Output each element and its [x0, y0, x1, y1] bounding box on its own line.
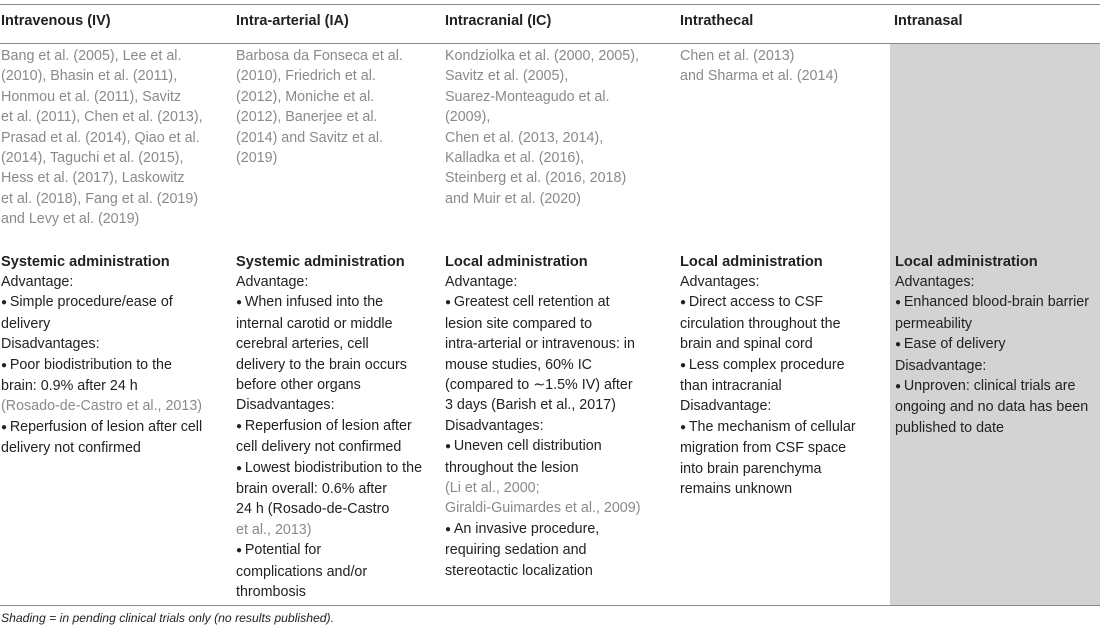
- reference-line: Barbosa da Fonseca et al.: [236, 48, 403, 64]
- reference-line: (2012), Moniche et al.: [236, 88, 375, 105]
- reference-line: Kondziolka et al. (2000, 2005),: [445, 48, 639, 64]
- text-line: [1, 272, 235, 292]
- text-line: [236, 272, 445, 292]
- bullet-item: [895, 292, 1100, 313]
- text-line: [445, 272, 680, 292]
- line-text: remains unknown: [680, 481, 793, 498]
- reference-line: (2010), Bhasin et al. (2011),: [1, 68, 178, 85]
- text-line: [895, 356, 1100, 376]
- adv-it: [680, 252, 890, 605]
- line-text: Unproven: clinical trials are: [903, 378, 1076, 395]
- table-footnote: Shading = in pending clinical trials only (no results published).: [1, 611, 334, 625]
- line-text: Potential for: [244, 542, 322, 559]
- bullet-item: [680, 292, 890, 313]
- bullet-icon: ●: [445, 441, 454, 453]
- line-text: intra-arterial or intravenous: in: [445, 336, 635, 353]
- line-text: requiring sedation and: [445, 542, 587, 559]
- line-text: Ease of delivery: [903, 336, 1006, 353]
- bullet-icon: ●: [895, 297, 904, 309]
- line-text: Disadvantage:: [680, 398, 772, 415]
- text-line: [680, 479, 890, 499]
- bullet-icon: ●: [680, 421, 689, 433]
- line-text: Poor biodistribution to the: [9, 356, 172, 373]
- text-line: [680, 314, 890, 334]
- line-text: than intracranial: [680, 378, 782, 395]
- header-intrathecal: Intrathecal: [680, 13, 754, 29]
- refs-in: [890, 44, 1100, 252]
- text-line: [895, 397, 1100, 417]
- bullet-item: [445, 292, 680, 313]
- line-text: Uneven cell distribution: [453, 438, 602, 455]
- reference-line: Kalladka et al. (2016),: [445, 150, 585, 167]
- bullet-item: [1, 355, 235, 376]
- bullet-item: [1, 417, 235, 438]
- line-text: Disadvantages:: [1, 336, 100, 353]
- line-text: Advantages:: [895, 274, 975, 290]
- text-line: [1, 314, 235, 334]
- line-text: 3 days (Barish et al., 2017): [445, 397, 616, 414]
- references-row: [0, 44, 1100, 252]
- reference-line: (2014), Taguchi et al. (2015),: [1, 150, 184, 167]
- line-text: 24 h (Rosado-de-Castro: [236, 501, 390, 518]
- reference-line: (2009),: [445, 109, 491, 126]
- line-text: Simple procedure/ease of: [9, 294, 173, 311]
- bullet-icon: ●: [445, 523, 454, 535]
- line-text: Advantages:: [680, 274, 760, 290]
- text-line: [445, 498, 680, 518]
- text-line: [236, 314, 445, 334]
- administration-type-title: Local administration: [445, 254, 588, 270]
- line-text: An invasive procedure,: [453, 520, 600, 537]
- line-text: Disadvantages:: [445, 417, 544, 434]
- bullet-icon: ●: [680, 359, 689, 371]
- refs-iv: [0, 44, 235, 252]
- administration-type-title: Systemic administration: [1, 254, 170, 270]
- bullet-item: [445, 436, 680, 457]
- bullet-icon: ●: [236, 545, 245, 557]
- bullet-item: [680, 417, 890, 438]
- bullet-icon: ●: [1, 359, 10, 371]
- text-line: [236, 437, 445, 457]
- text-line: [1, 334, 235, 354]
- refs-it: [680, 44, 890, 252]
- line-text: circulation throughout the: [680, 315, 841, 332]
- text-line: [236, 520, 445, 540]
- bullet-icon: ●: [1, 421, 10, 433]
- line-text: delivery not confirmed: [1, 440, 141, 457]
- line-text: internal carotid or middle: [236, 315, 393, 332]
- bullet-item: [680, 355, 890, 376]
- reference-line: and Levy et al. (2019): [1, 211, 140, 228]
- reference-line: (2012), Banerjee et al.: [236, 109, 378, 126]
- text-line: [1, 396, 235, 416]
- line-text: Advantage:: [1, 274, 74, 290]
- text-line: [445, 478, 680, 498]
- line-text: published to date: [895, 419, 1004, 436]
- reference-line: Savitz et al. (2005),: [445, 68, 569, 85]
- line-text: migration from CSF space: [680, 440, 847, 457]
- line-text: into brain parenchyma: [680, 460, 822, 477]
- bullet-item: [1, 292, 235, 313]
- reference-line: (2014) and Savitz et al.: [236, 129, 384, 146]
- text-line: [236, 499, 445, 519]
- bullet-icon: ●: [1, 297, 10, 309]
- line-text: When infused into the: [244, 294, 384, 311]
- line-text: delivery to the brain occurs: [236, 356, 407, 373]
- text-line: [445, 355, 680, 375]
- reference-line: Suarez-Monteagudo et al.: [445, 88, 610, 105]
- adv-ic: [445, 252, 680, 605]
- reference-line: and Sharma et al. (2014): [680, 68, 839, 85]
- text-line: [445, 416, 680, 436]
- refs-ic: [445, 44, 680, 252]
- text-line: [445, 561, 680, 581]
- line-text: brain overall: 0.6% after: [236, 481, 387, 498]
- line-text: Enhanced blood-brain barrier: [903, 294, 1090, 311]
- text-line: [236, 395, 445, 415]
- line-text: Reperfusion of lesion after: [244, 417, 412, 434]
- bullet-icon: ●: [895, 339, 904, 351]
- text-line: [236, 334, 445, 354]
- administration-type-title: Systemic administration: [236, 254, 405, 270]
- line-text: Less complex procedure: [688, 356, 845, 373]
- bullet-item: [236, 416, 445, 437]
- text-line: [895, 272, 1100, 292]
- bullet-item: [895, 376, 1100, 397]
- line-text: ongoing and no data has been: [895, 399, 1089, 416]
- reference-line: et al. (2018), Fang et al. (2019): [1, 190, 199, 207]
- header-intra-arterial: Intra-arterial (IA): [236, 13, 349, 29]
- bullet-item: [236, 292, 445, 313]
- text-line: [445, 314, 680, 334]
- administration-type-title: Local administration: [895, 254, 1038, 270]
- bullet-item: [445, 519, 680, 540]
- line-text: cell delivery not confirmed: [236, 439, 402, 456]
- line-text: lesion site compared to: [445, 315, 593, 332]
- line-text: Greatest cell retention at: [453, 294, 610, 311]
- text-line: [445, 458, 680, 478]
- text-line: [680, 376, 890, 396]
- text-line: [236, 582, 445, 602]
- line-text: (compared to ∼1.5% IV) after: [445, 377, 633, 394]
- line-text: Advantage:: [445, 274, 518, 290]
- reference-line: Steinberg et al. (2016, 2018): [445, 170, 627, 187]
- advantages-row: [0, 252, 1100, 606]
- text-line: [680, 396, 890, 416]
- reference-line: Chen et al. (2013): [680, 48, 795, 64]
- reference-line: Chen et al. (2013, 2014),: [445, 129, 604, 146]
- bullet-icon: ●: [236, 297, 245, 309]
- text-line: [236, 479, 445, 499]
- administration-type-title: Local administration: [680, 254, 823, 270]
- bullet-icon: ●: [680, 297, 689, 309]
- adv-ia: [235, 252, 445, 605]
- reference-line: (2010), Friedrich et al.: [236, 68, 376, 85]
- text-line: [445, 395, 680, 415]
- reference-line: (2019): [236, 150, 278, 167]
- line-text: Advantage:: [236, 274, 309, 290]
- line-text: The mechanism of cellular: [688, 418, 856, 435]
- text-line: [680, 459, 890, 479]
- bullet-icon: ●: [236, 420, 245, 432]
- bullet-icon: ●: [895, 381, 904, 393]
- line-text: et al., 2013): [236, 521, 312, 538]
- line-text: Giraldi-Guimardes et al., 2009): [445, 500, 641, 517]
- line-text: cerebral arteries, cell: [236, 336, 369, 353]
- line-text: Direct access to CSF: [688, 294, 824, 311]
- bullet-item: [236, 540, 445, 561]
- text-line: [445, 334, 680, 354]
- line-text: Reperfusion of lesion after cell: [9, 418, 203, 435]
- line-text: permeability: [895, 315, 973, 332]
- header-intravenous: Intravenous (IV): [1, 13, 111, 29]
- line-text: complications and/or: [236, 563, 368, 580]
- line-text: brain and spinal cord: [680, 336, 813, 353]
- text-line: [445, 375, 680, 395]
- adv-iv: [0, 252, 235, 605]
- bullet-item: [895, 334, 1100, 355]
- reference-line: Bang et al. (2005), Lee et al.: [1, 48, 182, 64]
- text-line: [680, 438, 890, 458]
- line-text: (Rosado-de-Castro et al., 2013): [1, 398, 203, 415]
- header-intranasal: Intranasal: [894, 13, 963, 29]
- text-line: [445, 540, 680, 560]
- refs-ia: [235, 44, 445, 252]
- line-text: Lowest biodistribution to the: [244, 459, 423, 476]
- text-line: [236, 375, 445, 395]
- line-text: (Li et al., 2000;: [445, 480, 540, 497]
- adv-in: [890, 252, 1100, 605]
- reference-line: et al. (2011), Chen et al. (2013),: [1, 109, 203, 126]
- reference-line: Prasad et al. (2014), Qiao et al.: [1, 129, 200, 146]
- bullet-item: [236, 458, 445, 479]
- line-text: mouse studies, 60% IC: [445, 356, 593, 373]
- text-line: [680, 334, 890, 354]
- text-line: [895, 314, 1100, 334]
- text-line: [1, 376, 235, 396]
- header-intracranial: Intracranial (IC): [445, 13, 552, 29]
- line-text: throughout the lesion: [445, 459, 579, 476]
- text-line: [236, 355, 445, 375]
- reference-line: and Muir et al. (2020): [445, 190, 581, 207]
- line-text: stereotactic localization: [445, 562, 593, 579]
- reference-line: Hess et al. (2017), Laskowitz: [1, 170, 185, 187]
- text-line: [680, 272, 890, 292]
- bullet-icon: ●: [236, 462, 245, 474]
- line-text: brain: 0.9% after 24 h: [1, 378, 138, 395]
- text-line: [895, 418, 1100, 438]
- reference-line: Honmou et al. (2011), Savitz: [1, 88, 182, 105]
- line-text: Disadvantages:: [236, 397, 335, 414]
- line-text: delivery: [1, 315, 51, 332]
- bullet-icon: ●: [445, 297, 454, 309]
- table-header-row: [0, 4, 1100, 44]
- text-line: [236, 562, 445, 582]
- line-text: Disadvantage:: [895, 357, 987, 374]
- line-text: before other organs: [236, 377, 361, 394]
- line-text: thrombosis: [236, 584, 306, 601]
- text-line: [1, 438, 235, 458]
